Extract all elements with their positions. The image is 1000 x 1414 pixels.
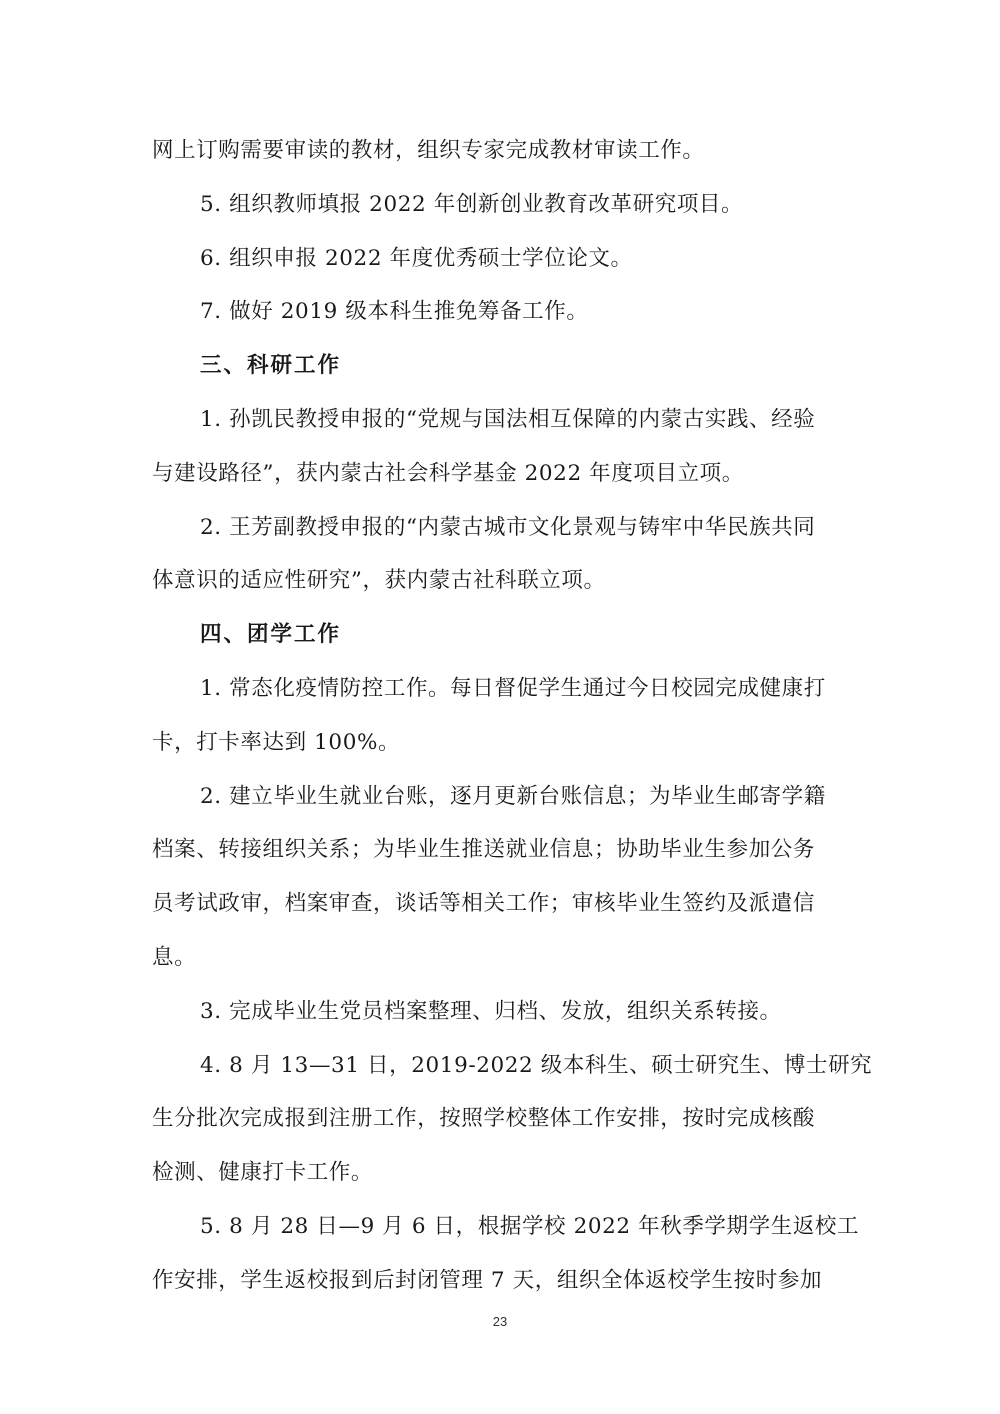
student-item-4-line-1: 4. 8 月 13—31 日，2019-2022 级本科生、硕士研究生、博士研究 xyxy=(200,1052,873,1078)
student-item-1-line-2: 卡，打卡率达到 100%。 xyxy=(152,729,401,755)
list-item-6: 6. 组织申报 2022 年度优秀硕士学位论文。 xyxy=(200,245,633,271)
list-item-7: 7. 做好 2019 级本科生推免筹备工作。 xyxy=(200,299,589,325)
section-heading-research: 三、科研工作 xyxy=(200,353,342,379)
student-item-4-line-3: 检测、健康打卡工作。 xyxy=(152,1160,374,1186)
research-item-1-line-2: 与建设路径”，获内蒙古社会科学基金 2022 年度项目立项。 xyxy=(152,460,744,486)
list-item-5: 5. 组织教师填报 2022 年创新创业教育改革研究项目。 xyxy=(200,191,744,217)
research-item-1-line-1: 1. 孙凯民教授申报的“党规与国法相互保障的内蒙古实践、经验 xyxy=(200,406,816,432)
page-number: 23 xyxy=(492,1314,508,1329)
student-item-3: 3. 完成毕业生党员档案整理、归档、发放，组织关系转接。 xyxy=(200,998,782,1024)
paragraph-line: 网上订购需要审读的教材，组织专家完成教材审读工作。 xyxy=(152,138,705,163)
student-item-1-line-1: 1. 常态化疫情防控工作。每日督促学生通过今日校园完成健康打 xyxy=(200,675,826,701)
research-item-2-line-1: 2. 王芳副教授申报的“内蒙古城市文化景观与铸牢中华民族共同 xyxy=(200,514,816,540)
student-item-2-line-3: 员考试政审，档案审查，谈话等相关工作；审核毕业生签约及派遣信 xyxy=(152,891,816,917)
student-item-2-line-4: 息。 xyxy=(152,944,197,970)
student-item-5-line-1: 5. 8 月 28 日—9 月 6 日，根据学校 2022 年秋季学期学生返校工 xyxy=(200,1213,860,1239)
page-body xyxy=(152,124,873,1308)
student-item-2-line-2: 档案、转接组织关系；为毕业生推送就业信息；协助毕业生参加公务 xyxy=(152,837,816,863)
student-item-2-line-1: 2. 建立毕业生就业台账，逐月更新台账信息；为毕业生邮寄学籍 xyxy=(200,783,826,809)
student-item-5-line-2: 作安排，学生返校报到后封闭管理 7 天，组织全体返校学生按时参加 xyxy=(152,1267,823,1293)
section-heading-student-work: 四、团学工作 xyxy=(200,622,342,648)
student-item-4-line-2: 生分批次完成报到注册工作，按照学校整体工作安排，按时完成核酸 xyxy=(152,1106,816,1132)
research-item-2-line-2: 体意识的适应性研究”，获内蒙古社科联立项。 xyxy=(152,568,606,594)
